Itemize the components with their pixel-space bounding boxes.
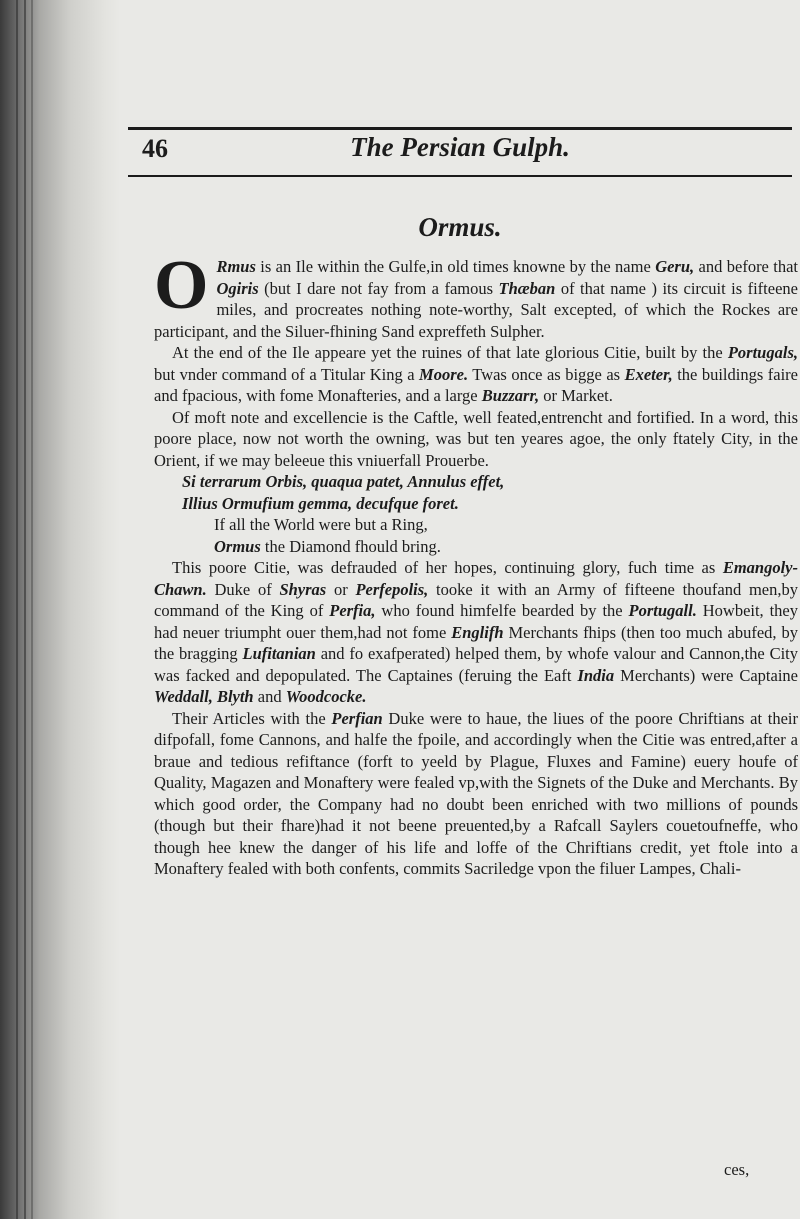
text-run: Duke of [206, 579, 280, 599]
paragraph [154, 342, 798, 407]
italic-term: Portugall. [628, 601, 697, 620]
italic-term: Rmus [216, 257, 256, 276]
text-run: Howbeit, they had neuer triumpht ouer them,had not fome [154, 601, 798, 642]
verse-latin-line: Illius Ormufium gemma, decufque foret. [182, 493, 459, 513]
text-run: Duke were to haue, the liues of the poore Chriftians at their difpofall, fome Cannons, and halfe the fpoile, and accordingly when the Citie was entred,after a braue and tedious refiftance (forft to yeeld by Plague, Fluxes and Famine) euery houfe of Quality, Magazen and Monaftery were fealed vp,with the Signets of the Duke and Merchants. By which good order, the Company had no doubt been enriched with two millions of pounds (though but their fhare)had it not beene preuented,by a Rafcall Saylers couetoufneffe, who though hee knew the danger of his life and loffe of the Chriftians credit, yet ftole into a Monaftery fealed with both confents, commits Sacriledge vpon the filuer Lampes, Chali- [154, 708, 798, 878]
text-run: the buildings faire and fpacious, with fome Monafteries, and a large [154, 364, 798, 405]
gutter-line [24, 0, 26, 1219]
italic-term: Thæban [498, 278, 556, 298]
text-run: is an Ile within the Gulfe,in old times knowne by the name [255, 257, 656, 276]
italic-term: Portugals, [727, 343, 798, 362]
text-run: but vnder command of a Titular King a [154, 364, 420, 384]
italic-term: Perfepolis, [355, 579, 429, 599]
verse-latin-line: Si terrarum Orbis, quaqua patet, Annulus effet, [182, 472, 505, 491]
header-rule-top [128, 127, 792, 130]
italic-term: Lufitanian [242, 644, 316, 663]
text-run: Twas once as bigge as [468, 364, 625, 384]
text-run: the Diamond fhould bring. [260, 536, 441, 556]
running-title: The Persian Gulph. [350, 132, 570, 162]
text-run: Their Articles with the [172, 708, 332, 728]
text-run: who found himfelfe bearded by the [375, 601, 629, 620]
text-run: of that name ) its circuit is fifteene miles, and procreates nothing note-worthy, Salt excepted, of which the Rockes are participant, and the Siluer-fhining Sand expreffeth Sulpher. [154, 278, 798, 341]
page-header [128, 118, 792, 178]
text-run: (but I dare not fay from a famous [258, 278, 499, 298]
page-number: 46 [142, 134, 168, 163]
book-page [120, 0, 800, 1219]
italic-term: Ogiris [216, 278, 259, 298]
italic-term: Perfian [331, 708, 383, 728]
verse-english-line [154, 536, 798, 558]
binding-gutter [0, 0, 120, 1219]
italic-term: Ormus [214, 536, 261, 556]
gutter-line [31, 0, 33, 1219]
drop-cap: O [154, 247, 209, 324]
header-rule-bottom [128, 175, 792, 177]
italic-term: Geru, [655, 257, 695, 276]
italic-term: Perfia, [329, 601, 376, 620]
text-run: and fo exafperated) helped them, by whofe valour and Cannon,the City was facked and depopulated. The Captaines (feruing the Eaft [154, 644, 798, 685]
text-run: or Market. [539, 386, 613, 405]
italic-term: Shyras [279, 579, 327, 599]
paragraph [154, 708, 798, 880]
text-run: This poore Citie, was defrauded of her hopes, continuing glory, fuch time as [172, 558, 723, 577]
text-run: Merchants fhips (then too much abufed, by the bragging [154, 622, 798, 663]
italic-term: Emangoly-Chawn. [154, 558, 798, 599]
text-run: Merchants) were Captaine [614, 665, 798, 685]
italic-term: Englifh [451, 622, 504, 642]
catchword: ces, [724, 1160, 750, 1179]
paragraph [154, 557, 798, 708]
italic-term: Buzzarr, [481, 386, 540, 405]
gutter-line [16, 0, 18, 1219]
italic-term: Weddall, Blyth [154, 687, 254, 706]
paragraph [154, 247, 799, 342]
section-title: Ormus. [418, 212, 502, 242]
text-run: tooke it with an Army of fifteene thoufand men,by command of the King of [154, 579, 799, 620]
italic-term: Exeter, [624, 364, 673, 384]
italic-term: India [577, 665, 615, 685]
text-run: and [253, 687, 286, 706]
italic-term: Woodcocke. [285, 687, 367, 706]
text-run: At the end of the Ile appeare yet the ruines of that late glorious Citie, built by the [172, 343, 728, 362]
italic-term: Moore. [419, 364, 469, 384]
text-run: and before that [694, 257, 799, 276]
text-run: or [326, 579, 356, 599]
verse-english-line: If all the World were but a Ring, [214, 515, 428, 534]
body-text [154, 247, 799, 880]
paragraph: Of moft note and excellencie is the Caftle, well feated,entrencht and fortified. In a word, this poore place, now not worth the owning, was but ten yeares agoe, the only ftately City, in the Orient, if we may beleeue this vniuerfall Prouerbe. [154, 407, 798, 470]
